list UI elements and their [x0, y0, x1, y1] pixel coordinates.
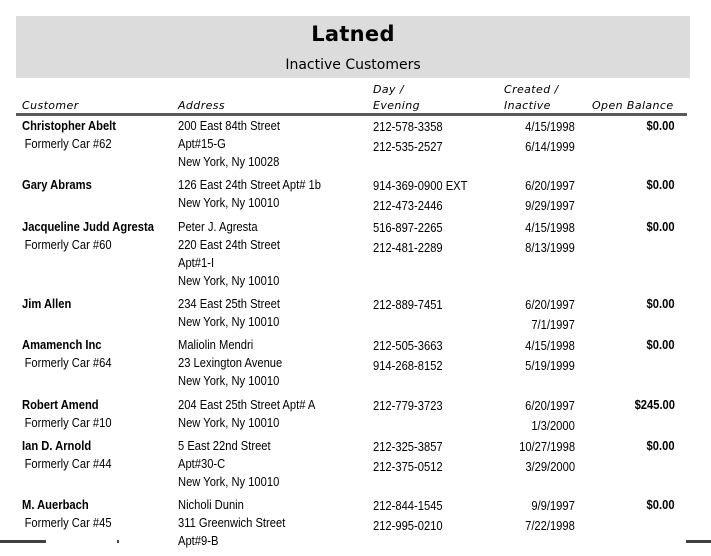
open-balance: $0.00 — [647, 337, 675, 352]
address-line: 200 East 84th Street — [178, 118, 280, 133]
customer-name: M. Auerbach — [22, 497, 89, 512]
company-title: Latned — [311, 22, 395, 46]
customer-name: Robert Amend — [22, 397, 99, 412]
address-line: 23 Lexington Avenue — [178, 355, 283, 370]
dates-cell — [525, 295, 575, 335]
address-cell — [178, 295, 280, 331]
phone-cell — [373, 218, 443, 258]
open-balance: $0.00 — [647, 438, 675, 453]
created-date: 6/20/1997 — [525, 398, 575, 413]
customer-name: Jacqueline Judd Agresta — [22, 219, 154, 234]
address-line: New York, Ny 10010 — [178, 415, 280, 430]
address-line: Apt#1-I — [178, 255, 215, 270]
customer-name: Gary Abrams — [22, 177, 92, 192]
address-cell — [178, 396, 315, 432]
customer-row — [0, 336, 711, 396]
address-line: 204 East 25th Street Apt# A — [178, 397, 316, 412]
created-date: 10/27/1998 — [519, 439, 575, 454]
phone-cell — [373, 176, 467, 216]
inactive-date: 1/3/2000 — [531, 418, 575, 433]
column-header-customer: Customer — [22, 99, 79, 112]
phone-number: 212-578-3358 — [373, 119, 443, 134]
address-line: 311 Greenwich Street — [178, 515, 286, 530]
open-balance: $0.00 — [647, 177, 675, 192]
address-line: New York, Ny 10010 — [178, 195, 280, 210]
customer-row — [0, 295, 711, 336]
column-header-open-balance: Open Balance — [592, 99, 674, 112]
formerly-note: Formerly Car #44 — [24, 456, 112, 471]
inactive-date: 8/13/1999 — [525, 240, 575, 255]
address-line: Apt#15-G — [178, 136, 226, 151]
phone-number: 212-889-7451 — [373, 297, 443, 312]
customer-name-cell — [22, 117, 116, 153]
phone-number: 212-505-3663 — [373, 338, 443, 353]
customer-name: Christopher Abelt — [22, 118, 117, 133]
dates-cell — [525, 336, 575, 376]
phone-number: 212-375-0512 — [373, 459, 443, 474]
formerly-note: Formerly Car #64 — [24, 355, 112, 370]
customer-row — [0, 437, 711, 496]
customer-name-cell — [22, 295, 71, 313]
phone-cell — [373, 496, 443, 536]
phone-cell — [373, 336, 443, 376]
column-header-created: Created / — [504, 83, 559, 96]
customer-name: Ian D. Arnold — [22, 438, 92, 453]
report-subtitle: Inactive Customers — [285, 57, 421, 73]
phone-number: 212-844-1545 — [373, 498, 443, 513]
address-line: Maliolin Mendri — [178, 337, 254, 352]
formerly-note: Formerly Car #60 — [24, 237, 112, 252]
customer-row — [0, 218, 711, 295]
phone-number: 516-897-2265 — [373, 220, 443, 235]
customer-name-cell — [22, 218, 154, 254]
created-date: 4/15/1998 — [525, 220, 575, 235]
customer-name-cell — [22, 176, 92, 194]
created-date: 9/9/1997 — [531, 498, 575, 513]
address-line: New York, Ny 10028 — [178, 154, 280, 169]
customer-name-cell — [22, 336, 112, 372]
address-cell — [178, 336, 282, 390]
formerly-note: Formerly Car #62 — [24, 136, 112, 151]
inactive-date: 7/1/1997 — [531, 317, 575, 332]
open-balance: $0.00 — [647, 118, 675, 133]
customer-row — [0, 396, 711, 437]
column-header-inactive: Inactive — [504, 99, 551, 112]
dates-cell — [525, 396, 575, 436]
address-line: New York, Ny 10010 — [178, 314, 280, 329]
column-header-phone-day: Day / — [373, 83, 404, 96]
phone-number: 212-779-3723 — [373, 398, 443, 413]
phone-number: 212-325-3857 — [373, 439, 443, 454]
address-line: Peter J. Agresta — [178, 219, 258, 234]
inactive-date: 5/19/1999 — [525, 358, 575, 373]
phone-cell — [373, 117, 443, 157]
customer-name-cell — [22, 396, 112, 432]
address-line: Nicholi Dunin — [178, 497, 244, 512]
customer-name: Amamench Inc — [22, 337, 102, 352]
open-balance: $245.00 — [634, 397, 675, 412]
address-cell — [178, 117, 280, 171]
phone-number: 212-481-2289 — [373, 240, 443, 255]
customer-row — [0, 117, 711, 176]
report-header — [16, 16, 690, 78]
phone-cell — [373, 437, 443, 477]
open-balance: $0.00 — [647, 219, 675, 234]
formerly-note: Formerly Car #10 — [24, 415, 112, 430]
inactive-date: 6/14/1999 — [525, 139, 575, 154]
column-header-address: Address — [178, 99, 226, 112]
customer-list — [0, 117, 711, 556]
customer-name-cell — [22, 496, 112, 532]
open-balance: $0.00 — [647, 497, 675, 512]
address-line: New York, Ny 10010 — [178, 373, 280, 388]
created-date: 6/20/1997 — [525, 297, 575, 312]
phone-number: 212-995-0210 — [373, 518, 443, 533]
dates-cell — [525, 218, 575, 258]
address-cell — [178, 218, 280, 290]
phone-cell — [373, 396, 443, 416]
address-line: 126 East 24th Street Apt# 1b — [178, 177, 321, 192]
address-line: New York, Ny 10010 — [178, 273, 280, 288]
address-cell — [178, 176, 321, 212]
inactive-date: 3/29/2000 — [525, 459, 575, 474]
address-line: 234 East 25th Street — [178, 296, 280, 311]
phone-cell — [373, 295, 443, 315]
formerly-note: Formerly Car #45 — [24, 515, 112, 530]
created-date: 4/15/1998 — [525, 338, 575, 353]
address-line: 220 East 24th Street — [178, 237, 280, 252]
inactive-date: 7/22/1998 — [525, 518, 575, 533]
address-cell — [178, 437, 279, 491]
dates-cell — [525, 117, 575, 157]
phone-number: 914-268-8152 — [373, 358, 443, 373]
open-balance: $0.00 — [647, 296, 675, 311]
address-line: New York, Ny 10010 — [178, 474, 280, 489]
address-line: Apt#9-B — [178, 533, 219, 548]
phone-number: 212-473-2446 — [373, 198, 443, 213]
dates-cell — [519, 437, 575, 477]
phone-number: 914-369-0900 EXT — [373, 178, 468, 193]
header-divider — [16, 113, 687, 116]
column-header-phone-evening: Evening — [373, 99, 421, 112]
phone-number: 212-535-2527 — [373, 139, 443, 154]
dates-cell — [525, 496, 575, 536]
customer-name-cell — [22, 437, 112, 473]
customer-name: Jim Allen — [22, 296, 72, 311]
inactive-date: 9/29/1997 — [525, 198, 575, 213]
address-line: Apt#30-C — [178, 456, 226, 471]
address-line: 5 East 22nd Street — [178, 438, 271, 453]
dates-cell — [525, 176, 575, 216]
created-date: 6/20/1997 — [525, 178, 575, 193]
created-date: 4/15/1998 — [525, 119, 575, 134]
customer-row — [0, 496, 711, 556]
customer-row — [0, 176, 711, 218]
